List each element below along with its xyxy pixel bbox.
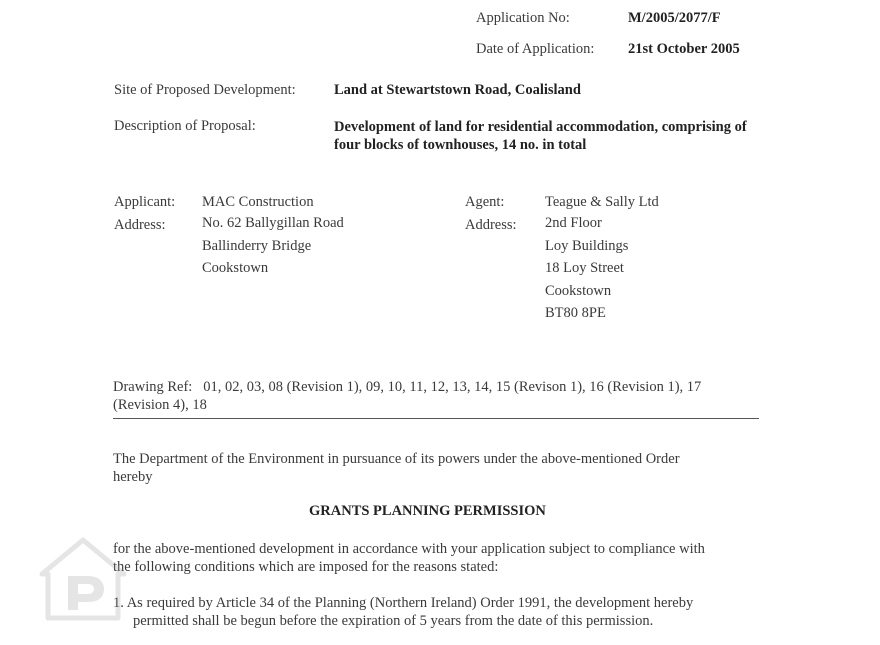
drawing-ref-line-1: Drawing Ref: 01, 02, 03, 08 (Revision 1), 09, 10, 11, 12, 13, 14, 15 (Revison 1), 16 (Revision 1), 17 — [113, 379, 702, 395]
applicant-name: MAC Construction — [202, 194, 314, 210]
agent-name: Teague & Sally Ltd — [545, 194, 659, 210]
applicant-address-label: Address: — [114, 217, 166, 233]
conditions-intro-line-2: the following conditions which are imposed for the reasons stated: — [113, 559, 499, 575]
proposal-line-1: Development of land for residential accommodation, comprising of — [334, 119, 747, 135]
proposal-label: Description of Proposal: — [114, 118, 256, 134]
condition-1-line-2: permitted shall be begun before the expiration of 5 years from the date of this permission. — [133, 613, 654, 629]
agent-address-line: 2nd Floor — [545, 215, 602, 231]
p-house-logo-icon — [38, 536, 128, 622]
grant-heading: GRANTS PLANNING PERMISSION — [309, 503, 546, 519]
department-line-1: The Department of the Environment in pursuance of its powers under the above-mentioned Order — [113, 451, 680, 467]
applicant-address-line: Cookstown — [202, 260, 269, 276]
horizontal-divider — [113, 418, 759, 419]
agent-address-line: Cookstown — [545, 282, 612, 299]
drawing-ref-line-2: (Revision 4), 18 — [113, 397, 207, 413]
department-line-2: hereby — [113, 469, 153, 485]
applicant-address-line: Ballinderry Bridge — [202, 237, 312, 254]
department-statement — [113, 450, 680, 486]
agent-address-line: 18 Loy Street — [545, 260, 624, 276]
agent-address-label: Address: — [465, 217, 517, 233]
site-label: Site of Proposed Development: — [114, 82, 296, 98]
agent-label: Agent: — [465, 194, 505, 210]
proposal-line-2: four blocks of townhouses, 14 no. in total — [334, 137, 587, 153]
proposal-description — [334, 118, 747, 154]
applicant-label: Applicant: — [114, 194, 176, 210]
condition-1 — [113, 594, 693, 630]
agent-address-line: Loy Buildings — [545, 237, 629, 254]
drawing-ref — [113, 378, 701, 414]
application-no-label: Application No: — [476, 10, 570, 26]
site-value: Land at Stewartstown Road, Coalisland — [334, 82, 581, 98]
applicant-address-line: No. 62 Ballygillan Road — [202, 215, 344, 231]
application-no-value: M/2005/2077/F — [628, 10, 721, 26]
agent-address — [545, 212, 628, 325]
date-of-application-label: Date of Application: — [476, 41, 595, 57]
applicant-address — [202, 212, 344, 280]
conditions-intro — [113, 540, 705, 576]
condition-1-line-1: 1. As required by Article 34 of the Planning (Northern Ireland) Order 1991, the development hereby — [113, 595, 694, 611]
date-of-application-value: 21st October 2005 — [628, 41, 740, 57]
agent-address-line: BT80 8PE — [545, 305, 606, 321]
conditions-intro-line-1: for the above-mentioned development in accordance with your application subject to compliance with — [113, 541, 705, 557]
